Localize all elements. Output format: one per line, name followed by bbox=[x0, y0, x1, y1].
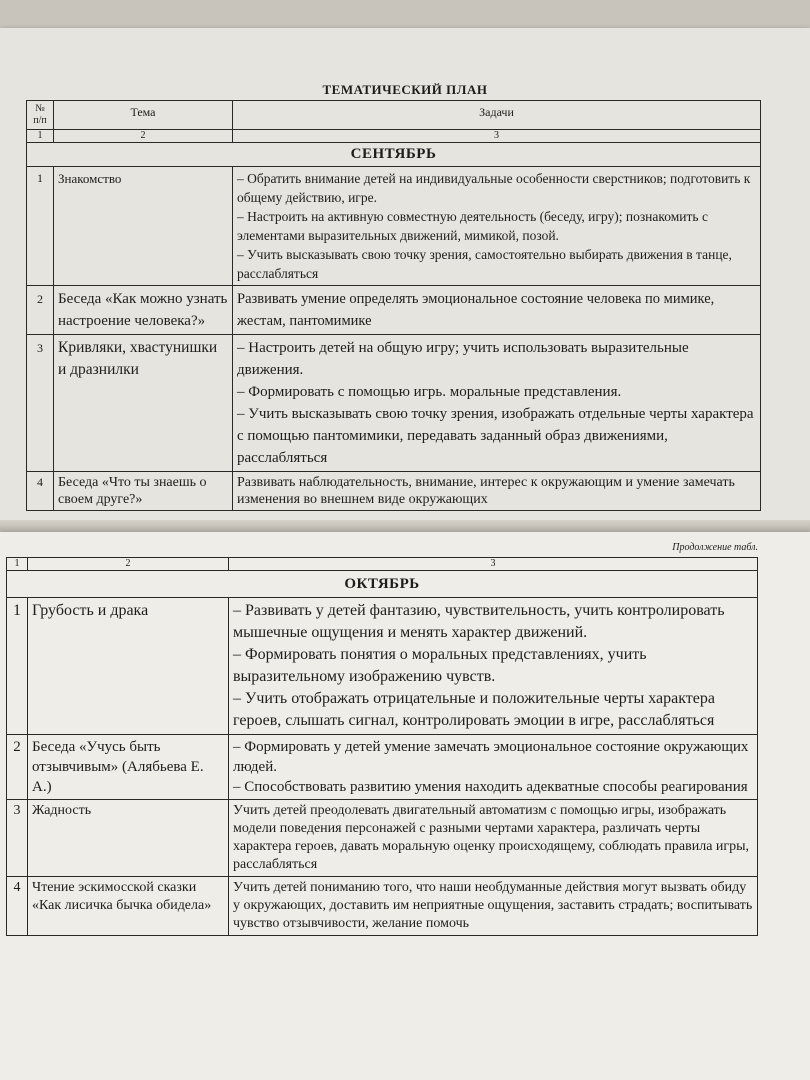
row-tasks bbox=[233, 286, 761, 335]
col-number: 3 bbox=[233, 130, 761, 143]
plan-title: ТЕМАТИЧЕСКИЙ ПЛАН bbox=[322, 82, 488, 97]
table-row bbox=[27, 335, 761, 472]
header-theme: Тема bbox=[54, 101, 233, 130]
table-row bbox=[7, 800, 758, 877]
table-row bbox=[27, 167, 761, 286]
row-number: 2 bbox=[27, 286, 54, 335]
task-item: – Обратить внимание детей на индивидуальные особенности сверстников; подготовить к общему действию, игре. bbox=[237, 171, 751, 205]
row-theme: Знакомство bbox=[54, 167, 233, 286]
task-item: – Настроить на активную совместную деятельность (беседу, игру); познакомить с элементами выразительных движений, мимикой, позой. bbox=[237, 209, 708, 243]
header-num: № п/п bbox=[27, 101, 54, 130]
month-row bbox=[7, 571, 758, 598]
col-number: 1 bbox=[27, 130, 54, 143]
month-september: СЕНТЯБРЬ bbox=[27, 143, 761, 167]
row-number: 3 bbox=[27, 335, 54, 472]
row-number: 1 bbox=[27, 167, 54, 286]
column-number-row bbox=[27, 130, 761, 143]
row-theme: Беседа «Учусь быть отзывчивым» (Алябьева Е. А.) bbox=[28, 735, 229, 800]
task-item: – Учить высказывать свою точку зрения, самостоятельно выбирать движения в танце, расслабляться bbox=[237, 247, 732, 281]
task-item: – Развивать у детей фантазию, чувствительность, учить контролировать мышечные ощущения и менять характер движений. bbox=[233, 602, 725, 641]
row-theme: Жадность bbox=[28, 800, 229, 877]
continuation-label: Продолжение табл. bbox=[672, 542, 758, 553]
month-october: ОКТЯБРЬ bbox=[7, 571, 758, 598]
table-header-row bbox=[27, 101, 761, 130]
table-row bbox=[27, 286, 761, 335]
row-tasks bbox=[233, 472, 761, 511]
task-item: – Учить отображать отрицательные и положительные черты характера героев, слышать сигнал, контролировать эмоции в игре, расслабляться bbox=[233, 690, 715, 729]
row-theme: Беседа «Что ты знаешь о своем друге?» bbox=[54, 472, 233, 511]
header-tasks: Задачи bbox=[233, 101, 761, 130]
task-item: Учить детей пониманию того, что наши необдуманные действия могут вызвать обиду у окружающих, доставить им неприятные ощущения, заставить страдать; воспитывать чувство отзывчивости, желание помочь bbox=[233, 880, 753, 931]
row-tasks bbox=[229, 735, 758, 800]
row-theme: Кривляки, хвастунишки и дразнилки bbox=[54, 335, 233, 472]
row-number: 4 bbox=[7, 877, 28, 936]
row-tasks bbox=[229, 800, 758, 877]
row-number: 3 bbox=[7, 800, 28, 877]
month-row bbox=[27, 143, 761, 167]
row-theme: Чтение эскимосской сказки «Как лисичка бычка обидела» bbox=[28, 877, 229, 936]
task-item: Развивать умение определять эмоциональное состояние человека по мимике, жестам, пантомимике bbox=[237, 291, 715, 329]
task-item: Развивать наблюдательность, внимание, интерес к окружающим и умение замечать изменения во внешнем виде окружающих bbox=[237, 475, 735, 507]
row-number: 2 bbox=[7, 735, 28, 800]
row-tasks bbox=[229, 877, 758, 936]
table-row bbox=[7, 735, 758, 800]
row-tasks bbox=[233, 167, 761, 286]
col-number: 2 bbox=[54, 130, 233, 143]
task-item: – Учить высказывать свою точку зрения, изображать отдельные черты характера с помощью пантомимики, передавать заданный образ движениями, расслабляться bbox=[237, 406, 754, 466]
row-number: 4 bbox=[27, 472, 54, 511]
task-item: – Формировать у детей умение замечать эмоциональное состояние окружающих людей. bbox=[233, 739, 749, 775]
col-number: 1 bbox=[7, 558, 28, 571]
task-item: – Способствовать развитию умения находить адекватные способы реагирования bbox=[233, 779, 748, 795]
row-tasks bbox=[233, 335, 761, 472]
column-number-row bbox=[7, 558, 758, 571]
task-item: – Формировать понятия о моральных представлениях, учить выразительному изображению чувств. bbox=[233, 646, 647, 685]
row-theme: Грубость и драка bbox=[28, 598, 229, 735]
row-tasks bbox=[229, 598, 758, 735]
col-number: 3 bbox=[229, 558, 758, 571]
row-number: 1 bbox=[7, 598, 28, 735]
row-theme: Беседа «Как можно узнать настроение человека?» bbox=[54, 286, 233, 335]
task-item: – Формировать с помощью игрь. моральные представления. bbox=[237, 384, 622, 400]
table-row bbox=[7, 877, 758, 936]
col-number: 2 bbox=[28, 558, 229, 571]
table-row bbox=[27, 472, 761, 511]
task-item: – Настроить детей на общую игру; учить использовать выразительные движения. bbox=[237, 340, 689, 378]
task-item: Учить детей преодолевать двигательный автоматизм с помощью игры, изображать модели поведения персонажей с разными чертами характера, различать черты характера героев, давать моральную оценку происходящему, соблюдать правила игры, расслабляться bbox=[233, 803, 750, 872]
plan-table-october bbox=[6, 557, 758, 936]
plan-table-september bbox=[26, 100, 761, 511]
table-row bbox=[7, 598, 758, 735]
